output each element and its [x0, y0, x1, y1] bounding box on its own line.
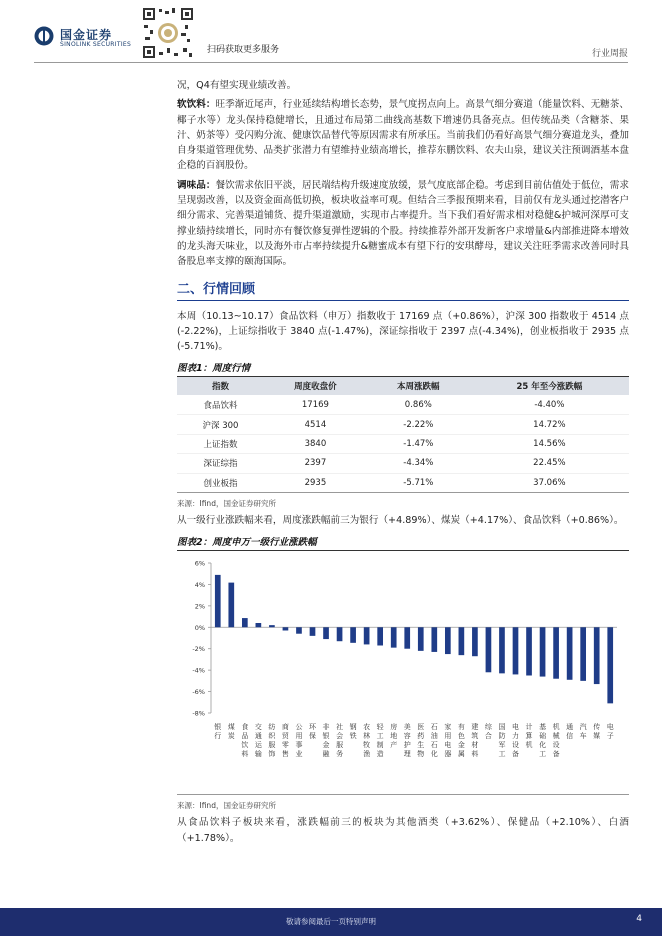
paragraph-subsectors: 从食品饮料子板块来看，涨跌幅前三的板块为其他酒类（+3.62%）、保健品（+2.10%）、白酒（+1.78%）。	[177, 817, 629, 844]
bar-环保	[310, 627, 316, 636]
x-tick-label-char: 军	[498, 741, 506, 750]
x-tick-label-char: 会	[336, 732, 344, 741]
bar-机械设备	[553, 627, 559, 678]
y-tick-label: -6%	[192, 688, 205, 697]
table-cell: -4.34%	[367, 454, 470, 473]
qr-code-icon[interactable]	[141, 6, 195, 60]
paragraph-condiments	[177, 178, 629, 270]
bar-汽车	[580, 627, 586, 681]
page-header	[0, 0, 662, 64]
x-tick-label-char: 化	[539, 741, 547, 750]
bar-社会服务	[337, 627, 343, 641]
x-tick-label-char: 地	[390, 732, 398, 741]
x-tick-label-char: 美	[403, 723, 411, 732]
x-tick-label-char: 牧	[363, 741, 371, 750]
x-tick-label-char: 食	[241, 723, 249, 732]
sinolink-logo-icon	[34, 26, 54, 46]
x-tick-label-char: 车	[579, 732, 587, 741]
x-tick-label-char: 造	[376, 750, 384, 759]
x-tick-label-char: 工	[539, 750, 547, 759]
x-tick-label-char: 铁	[349, 732, 357, 741]
section-title: 二、行情回顾	[177, 281, 256, 297]
x-tick-label-char: 筑	[471, 732, 479, 741]
x-tick-label-char: 银	[322, 732, 330, 741]
x-tick-label-char: 设	[512, 741, 519, 750]
table-title: 图表1：周度行情	[177, 358, 629, 377]
x-tick-label-char: 电	[606, 723, 614, 732]
bar-公用事业	[296, 627, 302, 633]
bar-商贸零售	[283, 627, 289, 630]
x-tick-label-char: 事	[295, 741, 303, 750]
scan-prompt: 扫码获取更多服务	[207, 45, 280, 55]
table-header: 指数	[177, 377, 264, 395]
x-tick-label-char: 运	[254, 741, 262, 750]
x-tick-label-char: 社	[336, 723, 344, 732]
x-tick-label-char: 纺	[268, 723, 276, 732]
x-tick-label-char: 础	[539, 732, 547, 741]
table-row	[177, 454, 629, 473]
bar-电力设备	[513, 627, 519, 674]
x-tick-label-char: 产	[390, 741, 398, 750]
x-tick-label-char: 建	[471, 723, 479, 732]
x-tick-label-char: 输	[254, 750, 262, 759]
x-tick-label-char: 汽	[579, 723, 587, 732]
bar-国防军工	[499, 627, 505, 673]
x-tick-label-char: 服	[336, 741, 344, 750]
table-cell: 4514	[264, 415, 367, 434]
x-tick-label-char: 信	[566, 732, 574, 741]
table-cell: 食品饮料	[177, 395, 264, 414]
table-cell: 14.56%	[470, 434, 629, 453]
report-type: 行业周报	[591, 49, 628, 59]
chart-source: 来源：Ifind，国金证券研究所	[177, 801, 276, 811]
x-tick-label-char: 渔	[363, 750, 371, 759]
x-tick-label-char: 色	[457, 732, 465, 741]
x-tick-label-char: 生	[417, 741, 425, 750]
x-tick-label-char: 物	[417, 750, 425, 759]
bar-食品饮料	[242, 618, 248, 627]
bar-计算机	[526, 627, 532, 675]
table-row	[177, 473, 629, 492]
text-condiments: 餐饮需求依旧平淡，居民端结构升级速度放缓，景气度底部企稳。考虑到目前估值处于低位，需求呈现弱改善，以及资金面高低切换，板块收益率可观。但结合三季报预期来看，目前仅有龙头通过挖潜客户细分需求、完善渠道铺货、提升渠道激励，实现市占率提升。当下我们看好需求相对稳健&护城河深厚可支撑业绩持续增长，同时亦有餐饮修复弹性逻辑的个股。持续推荐外部开发新客户求增量&内部推进降本增效的龙头海天味业，以及海外市占率持续提升&糖蜜成本有望下行的安琪酵母，建议关注旺季需求改善同时具备股息率支撑的颐海国际。	[177, 179, 630, 268]
table-cell: 深证综指	[177, 454, 264, 473]
x-tick-label-char: 品	[241, 732, 249, 741]
x-tick-label-char: 通	[254, 732, 262, 741]
x-tick-label-char: 织	[268, 732, 276, 741]
y-tick-label: 6%	[194, 559, 205, 568]
x-tick-label-char: 用	[444, 732, 452, 741]
x-tick-label-char: 备	[552, 750, 560, 759]
x-tick-label-char: 业	[295, 750, 303, 759]
logo-cn: 国金证券	[60, 28, 113, 42]
x-tick-label-char: 房	[390, 723, 398, 732]
bar-农林牧渔	[364, 627, 370, 644]
table-cell: 37.06%	[470, 473, 629, 492]
table-cell: -4.40%	[470, 395, 629, 414]
x-tick-label-char: 机	[525, 741, 533, 750]
bar-美容护理	[404, 627, 410, 648]
x-tick-label-char: 料	[471, 750, 479, 759]
table-row	[177, 395, 629, 414]
y-tick-label: -4%	[192, 666, 205, 675]
table-cell: 17169	[264, 395, 367, 414]
x-tick-label-char: 计	[525, 723, 533, 732]
x-tick-label-char: 家	[444, 723, 452, 732]
table-header: 25 年至今涨跌幅	[470, 377, 629, 395]
x-tick-label-char: 油	[430, 732, 438, 741]
table-source: 来源：Ifind，国金证券研究所	[177, 498, 276, 508]
page-number: 4	[636, 914, 642, 924]
table-header: 周度收盘价	[264, 377, 367, 395]
x-tick-label-char: 媒	[593, 732, 601, 741]
table-header: 本周涨跌幅	[367, 377, 470, 395]
x-tick-label-char: 设	[552, 741, 560, 750]
x-tick-label-char: 零	[281, 741, 289, 750]
bar-非银金融	[323, 627, 329, 639]
x-tick-label-char: 防	[498, 732, 506, 741]
table-cell: 0.86%	[367, 395, 470, 414]
x-tick-label-char: 电	[444, 741, 452, 750]
bar-综合	[486, 627, 492, 672]
bar-纺织服饰	[269, 625, 275, 627]
label-soft-drinks: 软饮料：	[177, 99, 216, 111]
main-content	[177, 78, 629, 846]
weekly-performance-table	[177, 377, 629, 492]
x-tick-label-char: 保	[309, 732, 316, 741]
table-header-row	[177, 377, 629, 395]
footer-disclaimer: 敬请参阅最后一页特别声明	[286, 917, 376, 926]
bar-有色金属	[459, 627, 465, 655]
bar-交通运输	[256, 623, 262, 627]
x-tick-label-char: 器	[444, 750, 452, 759]
x-tick-label-char: 材	[471, 741, 479, 750]
label-condiments: 调味品：	[177, 179, 216, 191]
table-cell: 沪深 300	[177, 415, 264, 434]
x-tick-label-char: 基	[539, 723, 547, 732]
bar-基础化工	[540, 627, 546, 676]
x-tick-label-char: 综	[484, 723, 492, 732]
x-tick-label-char: 备	[512, 750, 519, 759]
table-cell: -5.71%	[367, 473, 470, 492]
bar-银行	[215, 575, 221, 627]
logo-en: SINOLINK SECURITIES	[60, 41, 132, 48]
section-divider	[177, 300, 629, 301]
x-tick-label-char: 传	[593, 723, 601, 732]
table-cell: 3840	[264, 434, 367, 453]
x-tick-label-char: 石	[430, 741, 438, 750]
bar-chart-svg	[177, 551, 629, 795]
table-cell: 2935	[264, 473, 367, 492]
table-cell: 2397	[264, 454, 367, 473]
x-tick-label-char: 公	[295, 723, 303, 732]
x-tick-label-char: 属	[457, 750, 465, 759]
bar-煤炭	[228, 583, 234, 628]
x-tick-label-char: 环	[309, 723, 316, 732]
x-tick-label-char: 饮	[241, 741, 249, 750]
bar-通信	[567, 627, 573, 680]
x-tick-label-char: 钢	[349, 723, 357, 732]
table-cell: 22.45%	[470, 454, 629, 473]
bar-电子	[607, 627, 613, 703]
x-tick-label-char: 容	[403, 732, 411, 741]
x-tick-label-char: 炭	[227, 732, 235, 741]
bar-轻工制造	[377, 627, 383, 645]
y-tick-label: 4%	[194, 581, 205, 590]
x-tick-label-char: 服	[268, 741, 276, 750]
x-tick-label-char: 农	[363, 723, 371, 732]
bar-家用电器	[445, 627, 451, 654]
x-tick-label-char: 务	[336, 750, 344, 759]
y-tick-label: -2%	[192, 645, 205, 654]
x-tick-label-char: 融	[322, 750, 330, 759]
y-tick-label: -8%	[192, 709, 205, 718]
paragraph-soft-drinks	[177, 97, 629, 173]
x-tick-label-char: 力	[512, 732, 519, 741]
bar-建筑材料	[472, 627, 478, 656]
x-tick-label-char: 银	[214, 723, 222, 732]
x-tick-label-char: 化	[430, 750, 438, 759]
x-tick-label-char: 饰	[268, 750, 276, 759]
bar-钢铁	[350, 627, 356, 643]
x-tick-label-char: 售	[281, 750, 289, 759]
x-tick-label-char: 护	[403, 741, 411, 750]
table-cell: 14.72%	[470, 415, 629, 434]
table-cell: -1.47%	[367, 434, 470, 453]
paragraph-continued: 况，Q4有望实现业绩改善。	[177, 80, 297, 91]
paragraph-weekly-review: 本周（10.13~10.17）食品饮料（申万）指数收于 17169 点（+0.86%），沪深 300 指数收于 4514 点(-2.22%)，上证综指收于 3840 点(-1.47%)，深证综指收于 2397 点(-4.34%)，创业板指收于 2935 点(-5.71%)。	[177, 310, 629, 353]
x-tick-label-char: 子	[606, 732, 614, 741]
x-tick-label-char: 合	[484, 732, 492, 741]
x-tick-label-char: 煤	[227, 723, 235, 732]
x-tick-label-char: 金	[457, 741, 465, 750]
bar-石油石化	[431, 627, 437, 652]
x-tick-label-char: 工	[376, 732, 384, 741]
x-tick-label-char: 料	[241, 750, 249, 759]
x-tick-label-char: 贸	[281, 732, 289, 741]
y-tick-label: 2%	[194, 602, 205, 611]
x-tick-label-char: 制	[376, 741, 384, 750]
x-tick-label-char: 通	[566, 723, 574, 732]
table-cell: 上证指数	[177, 434, 264, 453]
x-tick-label-char: 国	[498, 723, 506, 732]
header-divider	[34, 62, 628, 63]
x-tick-label-char: 交	[254, 723, 262, 732]
bar-医药生物	[418, 627, 424, 651]
bar-房地产	[391, 627, 397, 647]
x-tick-label-char: 理	[403, 750, 411, 759]
x-tick-label-char: 金	[322, 741, 330, 750]
x-tick-label-char: 林	[363, 732, 371, 741]
y-tick-label: 0%	[194, 623, 205, 632]
x-tick-label-char: 有	[457, 723, 465, 732]
text-soft-drinks: 旺季渐近尾声，行业延续结构增长态势，景气度拐点向上。高景气细分赛道（能量饮料、无糖茶、椰子水等）龙头保持稳健增长，且通过布局第二曲线高基数下增速仍具备亮点。但传统品类（含糖茶、果汁、奶茶等）受闪购分流、健康饮品替代等原因需求有所承压。当前我们仍看好高景气细分赛道龙头，叠加自身渠道管理优势、品类扩张潜力有望维持业绩高增长，推荐东鹏饮料、农夫山泉，建议关注预调酒基本盘企稳的百润股份。	[177, 99, 630, 172]
x-tick-label-char: 非	[322, 723, 330, 732]
table-cell: -2.22%	[367, 415, 470, 434]
table-cell: 创业板指	[177, 473, 264, 492]
x-tick-label-char: 机	[552, 723, 560, 732]
x-tick-label-char: 商	[281, 723, 289, 732]
x-tick-label-char: 石	[430, 723, 438, 732]
x-tick-label-char: 药	[417, 732, 425, 741]
x-tick-label-char: 电	[512, 723, 519, 732]
x-tick-label-char: 械	[552, 732, 560, 741]
x-tick-label-char: 医	[417, 723, 425, 732]
chart-title: 图表2：周度申万一级行业涨跌幅	[177, 532, 629, 551]
table-row	[177, 415, 629, 434]
x-tick-label-char: 工	[498, 750, 506, 759]
x-tick-label-char: 行	[214, 732, 222, 741]
bar-传媒	[594, 627, 600, 684]
industry-bar-chart	[177, 551, 629, 795]
x-tick-label-char: 用	[295, 732, 303, 741]
x-tick-label-char: 轻	[376, 723, 384, 732]
x-tick-label-char: 算	[525, 732, 533, 741]
table-row	[177, 434, 629, 453]
paragraph-industry-ranking: 从一级行业涨跌幅来看，周度涨跌幅前三为银行（+4.89%）、煤炭（+4.17%）、食品饮料（+0.86%）。	[177, 514, 624, 526]
